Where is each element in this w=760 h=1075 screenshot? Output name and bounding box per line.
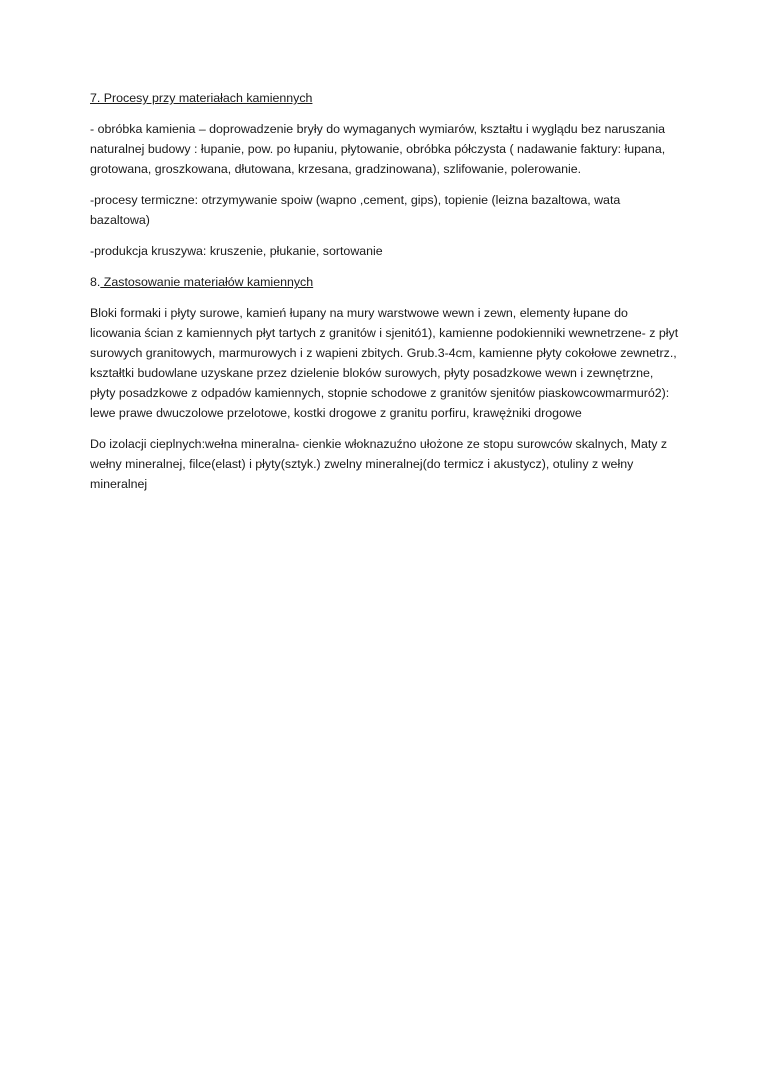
- section-8-heading: [90, 272, 680, 292]
- section-7-paragraph-aggregate-production: -produkcja kruszywa: kruszenie, płukanie, sortowanie: [90, 244, 383, 258]
- document-content: [90, 88, 680, 505]
- section-8-paragraph-insulation: Do izolacji cieplnych:wełna mineralna- cienkie włoknazuźno ułożone ze stopu surowców skalnych, Maty z wełny mineralnej, filce(elast) i płyty(sztyk.) zwelny mineralnej(do termicz i akustycz), otuliny z wełny mineralnej: [90, 437, 668, 491]
- section-7-paragraph-thermal-processes: -procesy termiczne: otrzymywanie spoiw (wapno ,cement, gips), topienie (leizna bazaltowa, wata bazaltowa): [90, 193, 621, 227]
- section-8-heading-number: 8.: [90, 275, 101, 289]
- section-8-heading-text: Zastosowanie materiałów kamiennych: [100, 275, 314, 289]
- section-8-paragraph-applications: Bloki formaki i płyty surowe, kamień łupany na mury warstwowe wewn i zewn, elementy łupane do licowania ścian z kamiennych płyt tartych z granitów i sjenitó1), kamienne podokienniki wewnetrzene- z płyt surowych granitowych, marmurowych i z wapieni zbitych. Grub.3-4cm, kamienne płyty cokołowe zewnetrz., kształtki budowlane uzyskane przez dzielenie bloków surowych, płyty posadzkowe wewn i zewnętrzne, płyty posadzkowe z odpadów kamiennych, stopnie schodowe z granitów sjenitów piaskowcowmarmuró2): lewe prawe dwuczolowe przelotowe, kostki drogowe z granitu porfiru, krawężniki drogowe: [90, 306, 679, 420]
- section-7-heading: [90, 88, 680, 108]
- section-7-paragraph-stone-processing: - obróbka kamienia – doprowadzenie bryły do wymaganych wymiarów, kształtu i wyglądu bez naruszania naturalnej budowy : łupanie, pow. po łupaniu, płytowanie, obróbka półczysta ( nadawanie faktury: łupana, grotowana, groszkowana, dłutowana, krzesana, gradzinowana), szlifowanie, polerowanie.: [90, 122, 666, 176]
- section-7-heading-text: 7. Procesy przy materiałach kamiennych: [90, 91, 313, 105]
